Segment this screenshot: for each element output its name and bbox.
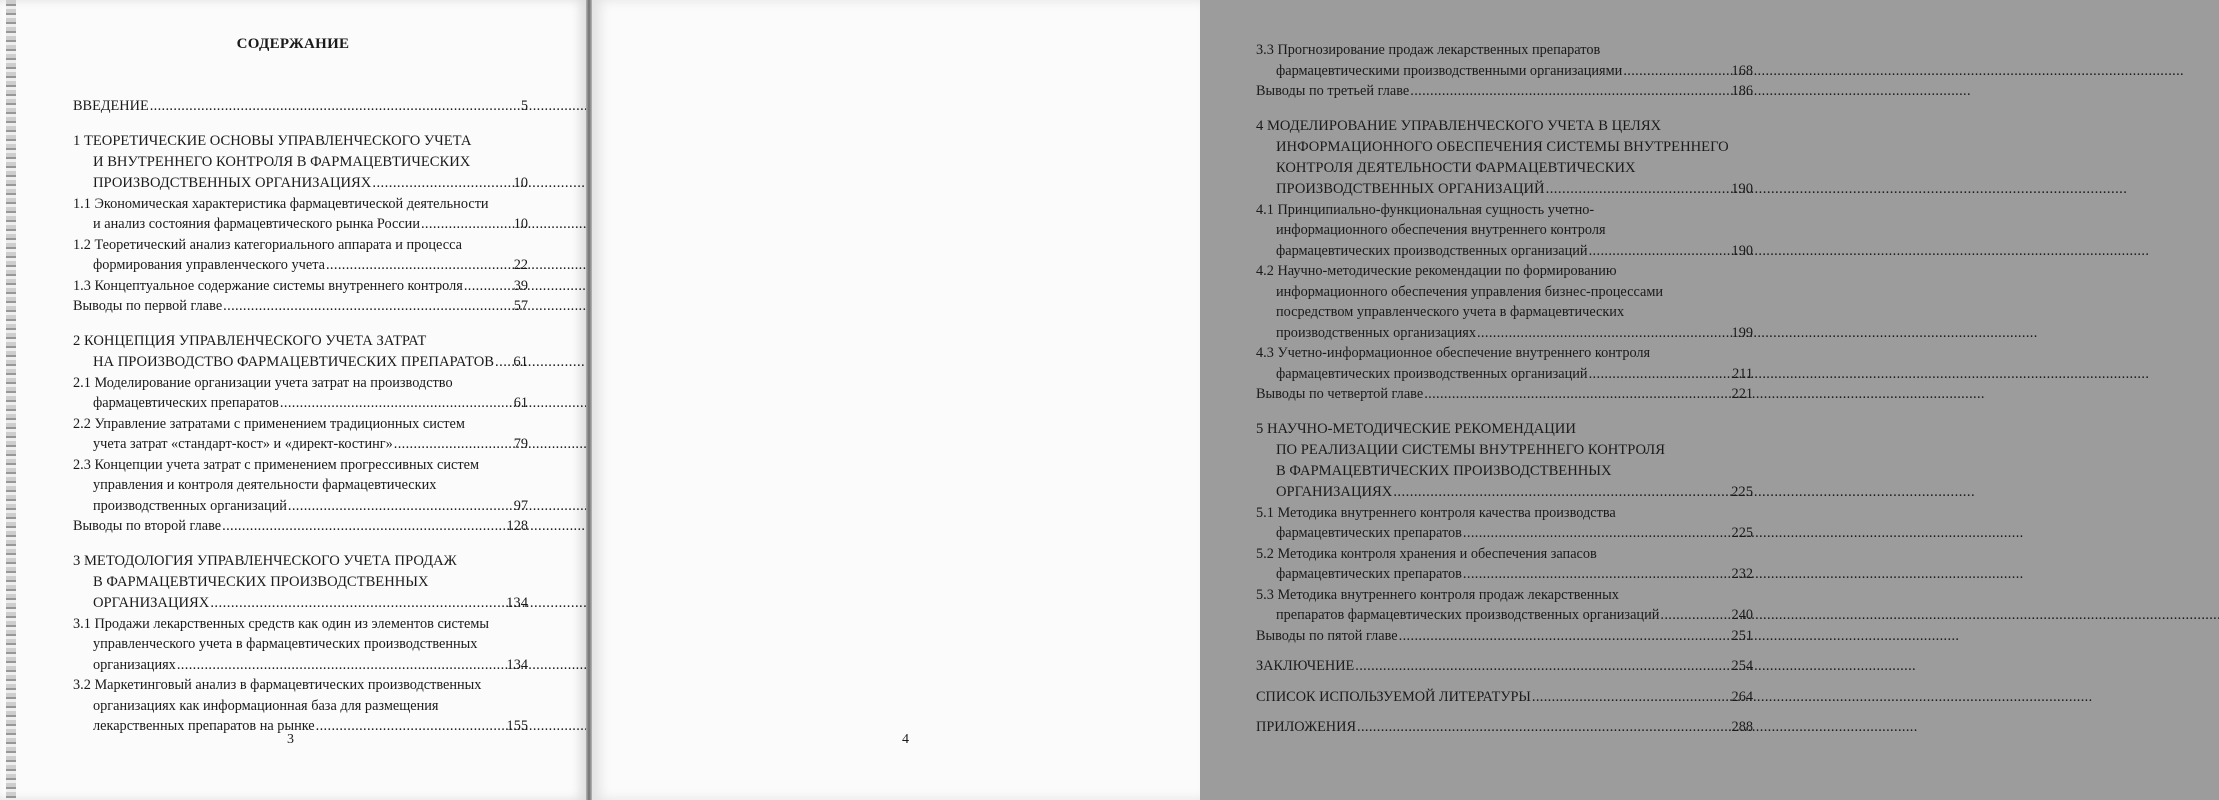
toc-entry [1256,585,1753,626]
toc-entry-last-line [73,516,528,537]
dot-leader [1589,364,1731,385]
dot-leader [150,96,520,117]
toc-entry-text: 3.3 Прогнозирование продаж лекарственных препаратов [1256,42,1601,58]
toc-page-number: 190 [1731,242,1753,259]
toc-entry-text: управления и контроля деятельности фармацевтических [93,477,437,493]
toc-entry [1256,384,1753,405]
toc-entry-text: управленческого учета в фармацевтических производственных [93,636,478,652]
toc-page-number: 264 [1731,688,1753,705]
toc-entry-last-line [1256,61,1753,82]
toc-entry [1256,656,1753,677]
dot-leader [1393,482,1730,503]
toc-page-number: 22 [513,257,528,273]
toc-entry-last-line [1256,241,1753,262]
page-number: 4 [902,732,909,747]
toc-entry-text: СПИСОК ИСПОЛЬЗУЕМОЙ ЛИТЕРАТУРЫ [1256,688,1531,705]
toc-entry-text: 4.2 Научно-методические рекомендации по формированию [1256,263,1617,279]
toc-entry [73,276,528,297]
toc-entry-text: организациях [93,656,176,673]
toc-title: СОДЕРЖАНИЕ [236,36,350,52]
dot-leader [1660,605,1730,626]
toc-page-number: 134 [506,656,528,673]
toc-entry-last-line [1256,626,1753,647]
toc-page-number: 251 [1731,627,1753,644]
toc-page-number: 190 [1731,180,1753,197]
toc-page-number: 79 [513,436,528,452]
dot-leader [1463,523,1731,544]
toc-page-number: 97 [513,497,528,514]
toc-entry-text: 3.1 Продажи лекарственных средств как один из элементов системы [73,615,490,632]
toc-chapter-entry [73,131,528,194]
toc-page-number: 225 [1731,483,1753,500]
toc-page-number: 186 [1731,83,1753,99]
toc-entry-text: 3.2 Маркетинговый анализ в фармацевтических производственных [73,677,482,693]
toc-page-number: 199 [1731,324,1753,341]
dot-leader [372,173,512,194]
toc-entry-text: 4.3 Учетно-информационное обеспечение внутреннего контроля [1256,345,1651,361]
toc-entry [1256,81,1753,102]
dot-leader [1589,241,1731,262]
dot-leader [1399,626,1731,647]
toc-entry-text: ПРОИЗВОДСТВЕННЫХ ОРГАНИЗАЦИЯХ [93,174,372,191]
toc-entry [73,235,528,276]
toc-entry-text: КОНТРОЛЯ ДЕЯТЕЛЬНОСТИ ФАРМАЦЕВТИЧЕСКИХ [1276,159,1636,176]
dot-leader [326,255,513,276]
toc-entry-text: Выводы по второй главе [73,518,222,534]
dot-leader [1532,687,1731,708]
dot-leader [222,516,505,537]
toc-entry-last-line [1256,179,1753,200]
toc-entry-last-line [1256,717,1753,738]
toc-entry-last-line [73,655,528,676]
toc-entry-text: В ФАРМАЦЕВТИЧЕСКИХ ПРОИЗВОДСТВЕННЫХ [93,573,429,590]
toc-entry [73,373,528,414]
toc-entry-text: 4 МОДЕЛИРОВАНИЕ УПРАВЛЕНЧЕСКОГО УЧЕТА В ЦЕЛЯХ [1256,117,1662,134]
toc-left-list [73,96,528,737]
page-number: 3 [287,732,294,747]
toc-page-number: 221 [1731,386,1753,402]
toc-entry-text: информационного обеспечения внутреннего контроля [1276,222,1606,238]
toc-entry-text: посредством управленческого учета в фармацевтических [1276,304,1625,320]
toc-entry-text: 5.1 Методика внутреннего контроля качества производства [1256,504,1616,521]
toc-entry-last-line [73,96,528,117]
toc-page-number: 134 [506,594,528,611]
toc-entry-text: фармацевтических производственных организаций [1276,365,1588,382]
toc-entry-text: информационного обеспечения управления бизнес-процессами [1276,283,1664,300]
toc-page-number: 240 [1731,607,1753,623]
toc-entry-text: 1.3 Концептуальное содержание системы внутреннего контроля [73,277,463,294]
toc-entry [73,455,528,517]
toc-entry [1256,261,1753,343]
toc-chapter-entry [1256,419,1753,503]
toc-entry-text: ИНФОРМАЦИОННОГО ОБЕСПЕЧЕНИЯ СИСТЕМЫ ВНУТРЕННЕГО [1276,138,1729,155]
toc-entry-text: 1 ТЕОРЕТИЧЕСКИЕ ОСНОВЫ УПРАВЛЕНЧЕСКОГО УЧЕТА [73,132,472,149]
toc-entry-last-line [1256,605,1753,626]
toc-page-number: 155 [506,718,528,734]
dot-leader [1357,717,1731,738]
toc-entry-text: ЗАКЛЮЧЕНИЕ [1256,658,1355,674]
dot-leader [223,296,513,317]
toc-entry [73,96,528,117]
toc-entry-last-line [73,352,528,373]
toc-page-number: 61 [513,395,528,411]
toc-right-list [1256,40,1753,738]
toc-entry-text: ВВЕДЕНИЕ [73,98,149,114]
toc-entry-text: ПО РЕАЛИЗАЦИИ СИСТЕМЫ ВНУТРЕННЕГО КОНТРОЛЯ [1276,441,1665,458]
toc-entry [73,194,528,235]
toc-entry-text: и анализ состояния фармацевтического рынка России [93,216,420,232]
right-page [592,0,1753,800]
toc-entry-last-line [73,296,528,317]
toc-page-number: 288 [1731,719,1753,735]
toc-entry-text: 2.3 Концепции учета затрат с применением прогрессивных систем [73,456,480,473]
toc-entry-last-line [73,214,528,235]
dot-leader [464,276,513,297]
toc-page-number: 225 [1731,525,1753,541]
toc-entry-last-line [73,434,528,455]
dot-leader [495,352,512,373]
toc-entry [73,614,528,676]
toc-entry [1256,626,1753,647]
toc-entry-text: 5.2 Методика контроля хранения и обеспечения запасов [1256,545,1597,562]
toc-entry-last-line [73,255,528,276]
toc-entry-text: В ФАРМАЦЕВТИЧЕСКИХ ПРОИЗВОДСТВЕННЫХ [1276,462,1612,479]
toc-entry-text: 2 КОНЦЕПЦИЯ УПРАВЛЕНЧЕСКОГО УЧЕТА ЗАТРАТ [73,332,427,349]
toc-entry-last-line [1256,523,1753,544]
toc-entry-text: 4.1 Принципиально-функциональная сущность учетно- [1256,201,1595,218]
toc-entry-text: 5 НАУЧНО-МЕТОДИЧЕСКИЕ РЕКОМЕНДАЦИИ [1256,420,1576,437]
toc-entry-last-line [1256,564,1753,585]
toc-entry-last-line [73,393,528,414]
toc-entry-last-line [1256,323,1753,344]
toc-entry [1256,200,1753,262]
toc-page-number: 211 [1732,365,1753,382]
spiral-binding [6,0,16,800]
toc-entry-last-line [1256,364,1753,385]
toc-page-number: 61 [513,353,528,370]
dot-leader [421,214,513,235]
toc-page-number: 232 [1731,566,1753,582]
toc-entry-text: фармацевтических производственных организаций [1276,242,1588,259]
toc-entry-last-line [1256,81,1753,102]
toc-entry-last-line [73,716,528,737]
toc-chapter-entry [1256,116,1753,200]
toc-page-number: 128 [506,518,528,534]
toc-entry [1256,717,1753,738]
dot-leader [316,716,506,737]
dot-leader [1424,384,1730,405]
toc-entry-text: учета затрат «стандарт-кост» и «директ-костинг» [93,436,393,452]
toc-entry-text: 1.2 Теоретический анализ категориального аппарата и процесса [73,236,462,253]
toc-entry-text: фармацевтических препаратов [1276,525,1462,541]
dot-leader [288,496,513,517]
toc-entry-text: 1.1 Экономическая характеристика фармацевтической деятельности [73,195,489,212]
toc-entry-text: формирования управленческого учета [93,257,325,273]
toc-entry-last-line [1256,687,1753,708]
toc-entry [73,516,528,537]
toc-entry-text: НА ПРОИЗВОДСТВО ФАРМАЦЕВТИЧЕСКИХ ПРЕПАРАТОВ [93,353,494,370]
toc-page-number: 168 [1731,62,1753,79]
toc-entry-text: И ВНУТРЕННЕГО КОНТРОЛЯ В ФАРМАЦЕВТИЧЕСКИХ [93,153,471,170]
toc-entry-text: Выводы по первой главе [73,298,223,314]
toc-entry-last-line [73,496,528,517]
toc-page-number: 57 [513,298,528,314]
toc-entry-text: организациях как информационная база для размещения [93,697,439,714]
left-page [0,0,586,800]
toc-entry-text: ПРИЛОЖЕНИЯ [1256,719,1356,735]
toc-entry-last-line [1256,656,1753,677]
toc-entry-text: производственных организациях [1276,324,1476,341]
toc-entry-text: фармацевтических препаратов [93,395,279,411]
toc-entry-last-line [1256,384,1753,405]
toc-entry [73,296,528,317]
toc-entry-last-line [73,276,528,297]
toc-entry-text: препаратов фармацевтических производственных организаций [1276,607,1660,623]
toc-entry-text: ОРГАНИЗАЦИЯХ [93,594,210,611]
dot-leader [280,393,513,414]
toc-chapter-entry [73,551,528,614]
toc-chapter-entry [73,331,528,373]
toc-entry-last-line [73,593,528,614]
toc-entry-text: лекарственных препаратов на рынке [93,718,315,734]
dot-leader [1623,61,1730,82]
toc-entry-text: 2.2 Управление затратами с применением традиционных систем [73,415,465,432]
toc-entry-text: ПРОИЗВОДСТВЕННЫХ ОРГАНИЗАЦИЙ [1276,180,1545,197]
toc-page-number: 10 [513,216,528,232]
toc-entry [73,675,528,737]
toc-entry-text: Выводы по четвертой главе [1256,386,1424,402]
toc-page-number: 254 [1731,658,1753,674]
toc-entry-text: Выводы по третьей главе [1256,83,1410,99]
toc-entry-text: Выводы по пятой главе [1256,627,1398,644]
toc-entry-text: 3 МЕТОДОЛОГИЯ УПРАВЛЕНЧЕСКОГО УЧЕТА ПРОДАЖ [73,552,457,569]
toc-entry-last-line [1256,482,1753,503]
toc-entry-text: 5.3 Методика внутреннего контроля продаж лекарственных [1256,586,1619,603]
toc-page-number: 39 [513,277,528,294]
toc-entry-last-line [73,173,528,194]
toc-entry [73,414,528,455]
dot-leader [1355,656,1730,677]
toc-entry-text: ОРГАНИЗАЦИЯХ [1276,483,1393,500]
toc-entry [1256,503,1753,544]
toc-page-number: 10 [513,174,528,191]
dot-leader [394,434,513,455]
dot-leader [1477,323,1731,344]
toc-entry-text: фармацевтическими производственными организациями [1276,62,1623,79]
toc-entry [1256,40,1753,81]
toc-entry-text: производственных организаций [93,497,287,514]
toc-page-number: 5 [520,98,528,114]
toc-entry [1256,544,1753,585]
dot-leader [1463,564,1731,585]
toc-entry [1256,343,1753,384]
toc-entry-text: 2.1 Моделирование организации учета затрат на производство [73,374,453,391]
dot-leader [210,593,505,614]
toc-entry-text: фармацевтических препаратов [1276,566,1462,582]
dot-leader [177,655,506,676]
dot-leader [1546,179,1731,200]
dot-leader [1410,81,1730,102]
toc-entry [1256,687,1753,708]
